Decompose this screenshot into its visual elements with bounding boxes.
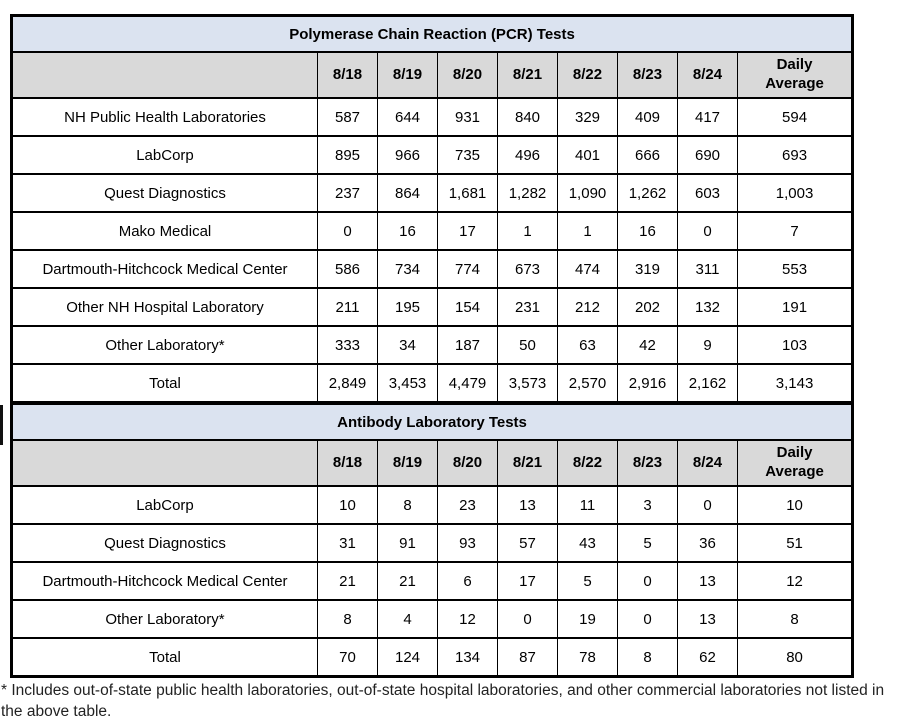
pcr-table-title: Polymerase Chain Reaction (PCR) Tests	[12, 16, 853, 53]
total-label-cell: Total	[12, 364, 318, 403]
total-value-cell: 80	[738, 638, 853, 677]
column-header-cell: 8/21	[498, 440, 558, 486]
antibody-header-row	[12, 440, 853, 486]
value-cell: 735	[438, 136, 498, 174]
total-value-cell: 3,573	[498, 364, 558, 403]
value-cell: 673	[498, 250, 558, 288]
total-value-cell: 70	[318, 638, 378, 677]
value-cell: 50	[498, 326, 558, 364]
total-value-cell: 2,916	[618, 364, 678, 403]
value-cell: 693	[738, 136, 853, 174]
value-cell: 212	[558, 288, 618, 326]
value-cell: 17	[498, 562, 558, 600]
value-cell: 57	[498, 524, 558, 562]
value-cell: 1,262	[618, 174, 678, 212]
pcr-header-row	[12, 52, 853, 98]
table-row	[12, 524, 853, 562]
value-cell: 191	[738, 288, 853, 326]
column-header-cell: 8/20	[438, 440, 498, 486]
value-cell: 93	[438, 524, 498, 562]
column-header-cell: 8/22	[558, 52, 618, 98]
value-cell: 154	[438, 288, 498, 326]
value-cell: 3	[618, 486, 678, 524]
total-value-cell: 3,453	[378, 364, 438, 403]
value-cell: 5	[618, 524, 678, 562]
pcr-tests-table	[10, 14, 854, 404]
header-empty-cell	[12, 440, 318, 486]
total-value-cell: 4,479	[438, 364, 498, 403]
total-value-cell: 2,570	[558, 364, 618, 403]
column-header-cell: 8/23	[618, 52, 678, 98]
table-row	[12, 562, 853, 600]
value-cell: 10	[318, 486, 378, 524]
value-cell: 34	[378, 326, 438, 364]
table-row	[12, 250, 853, 288]
value-cell: 603	[678, 174, 738, 212]
value-cell: 31	[318, 524, 378, 562]
value-cell: 11	[558, 486, 618, 524]
table-row	[12, 136, 853, 174]
table-row	[12, 212, 853, 250]
total-value-cell: 2,162	[678, 364, 738, 403]
column-header-cell: 8/18	[318, 440, 378, 486]
value-cell: 16	[618, 212, 678, 250]
antibody-title-row	[12, 404, 853, 441]
value-cell: 401	[558, 136, 618, 174]
row-label-cell: Mako Medical	[12, 212, 318, 250]
value-cell: 195	[378, 288, 438, 326]
value-cell: 553	[738, 250, 853, 288]
value-cell: 9	[678, 326, 738, 364]
antibody-total-row	[12, 638, 853, 677]
value-cell: 931	[438, 98, 498, 136]
value-cell: 1,090	[558, 174, 618, 212]
value-cell: 0	[618, 562, 678, 600]
pcr-title-row	[12, 16, 853, 53]
value-cell: 966	[378, 136, 438, 174]
column-header-cell: 8/22	[558, 440, 618, 486]
value-cell: 63	[558, 326, 618, 364]
value-cell: 587	[318, 98, 378, 136]
value-cell: 0	[678, 486, 738, 524]
row-label-cell: Dartmouth-Hitchcock Medical Center	[12, 562, 318, 600]
pcr-total-row	[12, 364, 853, 403]
value-cell: 1,282	[498, 174, 558, 212]
value-cell: 319	[618, 250, 678, 288]
value-cell: 1	[558, 212, 618, 250]
value-cell: 19	[558, 600, 618, 638]
value-cell: 36	[678, 524, 738, 562]
value-cell: 594	[738, 98, 853, 136]
value-cell: 0	[318, 212, 378, 250]
row-label-cell: Other NH Hospital Laboratory	[12, 288, 318, 326]
value-cell: 8	[378, 486, 438, 524]
value-cell: 13	[678, 562, 738, 600]
total-label-cell: Total	[12, 638, 318, 677]
antibody-tests-table	[10, 402, 854, 678]
value-cell: 231	[498, 288, 558, 326]
value-cell: 237	[318, 174, 378, 212]
value-cell: 0	[618, 600, 678, 638]
row-label-cell: Dartmouth-Hitchcock Medical Center	[12, 250, 318, 288]
value-cell: 21	[318, 562, 378, 600]
value-cell: 895	[318, 136, 378, 174]
value-cell: 21	[378, 562, 438, 600]
value-cell: 211	[318, 288, 378, 326]
total-value-cell: 3,143	[738, 364, 853, 403]
table-row	[12, 288, 853, 326]
total-value-cell: 78	[558, 638, 618, 677]
table-row	[12, 174, 853, 212]
value-cell: 1,681	[438, 174, 498, 212]
value-cell: 0	[678, 212, 738, 250]
column-header-cell: Daily Average	[738, 440, 853, 486]
value-cell: 1	[498, 212, 558, 250]
row-label-cell: Other Laboratory*	[12, 600, 318, 638]
column-header-cell: 8/20	[438, 52, 498, 98]
value-cell: 774	[438, 250, 498, 288]
row-label-cell: LabCorp	[12, 486, 318, 524]
value-cell: 5	[558, 562, 618, 600]
row-label-cell: Other Laboratory*	[12, 326, 318, 364]
value-cell: 644	[378, 98, 438, 136]
value-cell: 7	[738, 212, 853, 250]
table-row	[12, 98, 853, 136]
column-header-cell: 8/19	[378, 440, 438, 486]
value-cell: 4	[378, 600, 438, 638]
lab-test-tables-container	[10, 14, 851, 678]
value-cell: 12	[738, 562, 853, 600]
row-label-cell: Quest Diagnostics	[12, 174, 318, 212]
row-label-cell: Quest Diagnostics	[12, 524, 318, 562]
column-header-cell: 8/24	[678, 440, 738, 486]
value-cell: 409	[618, 98, 678, 136]
value-cell: 474	[558, 250, 618, 288]
total-value-cell: 8	[618, 638, 678, 677]
value-cell: 103	[738, 326, 853, 364]
value-cell: 311	[678, 250, 738, 288]
value-cell: 23	[438, 486, 498, 524]
value-cell: 6	[438, 562, 498, 600]
value-cell: 202	[618, 288, 678, 326]
value-cell: 666	[618, 136, 678, 174]
value-cell: 1,003	[738, 174, 853, 212]
antibody-table-title: Antibody Laboratory Tests	[12, 404, 853, 441]
value-cell: 17	[438, 212, 498, 250]
table-row	[12, 326, 853, 364]
value-cell: 840	[498, 98, 558, 136]
value-cell: 13	[498, 486, 558, 524]
value-cell: 132	[678, 288, 738, 326]
value-cell: 43	[558, 524, 618, 562]
row-label-cell: LabCorp	[12, 136, 318, 174]
value-cell: 329	[558, 98, 618, 136]
column-header-cell: Daily Average	[738, 52, 853, 98]
total-value-cell: 124	[378, 638, 438, 677]
table-row	[12, 600, 853, 638]
row-label-cell: NH Public Health Laboratories	[12, 98, 318, 136]
value-cell: 864	[378, 174, 438, 212]
total-value-cell: 2,849	[318, 364, 378, 403]
value-cell: 91	[378, 524, 438, 562]
value-cell: 12	[438, 600, 498, 638]
total-value-cell: 134	[438, 638, 498, 677]
value-cell: 333	[318, 326, 378, 364]
header-empty-cell	[12, 52, 318, 98]
value-cell: 586	[318, 250, 378, 288]
value-cell: 42	[618, 326, 678, 364]
column-header-cell: 8/19	[378, 52, 438, 98]
value-cell: 10	[738, 486, 853, 524]
value-cell: 0	[498, 600, 558, 638]
value-cell: 187	[438, 326, 498, 364]
value-cell: 496	[498, 136, 558, 174]
table-row	[12, 486, 853, 524]
column-header-cell: 8/23	[618, 440, 678, 486]
value-cell: 8	[318, 600, 378, 638]
value-cell: 8	[738, 600, 853, 638]
value-cell: 417	[678, 98, 738, 136]
value-cell: 16	[378, 212, 438, 250]
total-value-cell: 62	[678, 638, 738, 677]
column-header-cell: 8/18	[318, 52, 378, 98]
value-cell: 51	[738, 524, 853, 562]
footnote: * Includes out-of-state public health laboratories, out-of-state hospital laboratories, and other commercial laboratories not listed in the above table.	[1, 682, 885, 720]
column-header-cell: 8/24	[678, 52, 738, 98]
left-margin-artifact	[0, 405, 3, 445]
total-value-cell: 87	[498, 638, 558, 677]
value-cell: 690	[678, 136, 738, 174]
value-cell: 734	[378, 250, 438, 288]
column-header-cell: 8/21	[498, 52, 558, 98]
value-cell: 13	[678, 600, 738, 638]
